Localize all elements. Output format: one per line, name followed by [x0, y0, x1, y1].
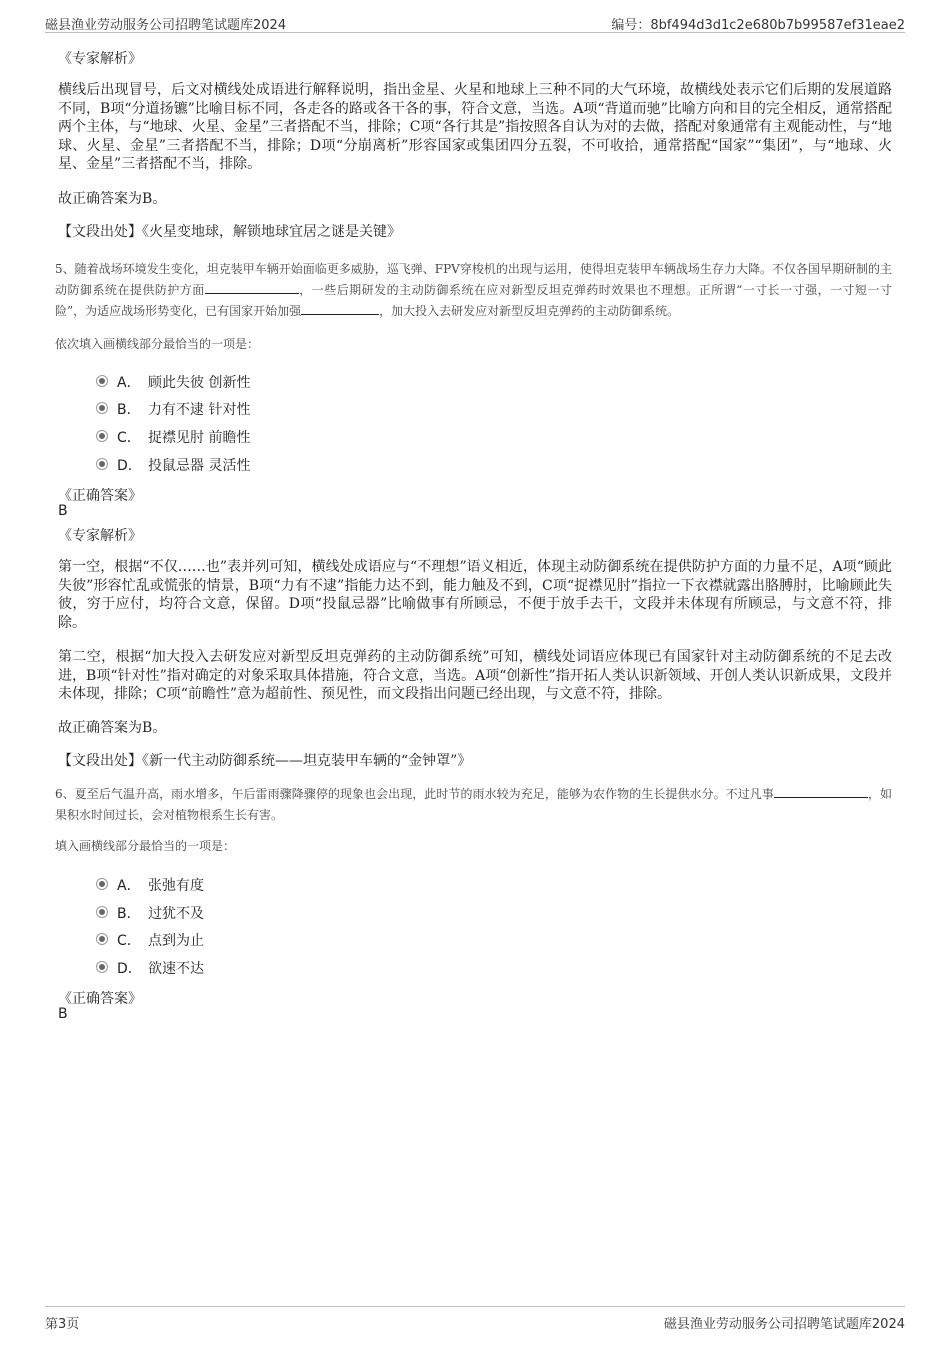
- option-letter: B．: [117, 906, 141, 922]
- q5-analysis-p2: 第二空，根据“加大投入去研发应对新型反坦克弹药的主动防御系统”可知，横线处词语应体现已有国家针对主动防御系统的不足去改进，B项“针对性”指对确定的对象采取具体措施，符合文意，当选。A项“创新性”指开拓人类认识新领域、开创人类认识新成果，文段并未体现，排除；C项“前瞻性”意为超前性、预见性，而文段指出问题已经出现，与文意不符，排除。: [58, 649, 892, 702]
- q5-stem: [55, 259, 892, 322]
- page-number: 第3页: [45, 1317, 80, 1332]
- option-letter: C．: [117, 430, 141, 446]
- option-text: 投鼠忌器 灵活性: [148, 458, 251, 474]
- q6-answer: B: [58, 1006, 68, 1022]
- option-letter: A．: [117, 375, 141, 391]
- q5-stem-part1: 5、随着战场环境发生变化，坦克装甲车辆开始面临更多威胁，巡飞弹、FPV穿梭机的出现与运用，使得坦克装甲车辆战场生存力大降。不仅各国早期研制的主动防御系统在提供防护方面: [55, 262, 892, 297]
- option-text: 欲速不达: [148, 961, 204, 977]
- q5-conclusion: 故正确答案为B。: [58, 720, 167, 736]
- q4-source: 【文段出处】《火星变地球，解锁地球宜居之谜是关键》: [58, 224, 401, 240]
- option-text: 顾此失彼 创新性: [148, 375, 251, 391]
- radio-icon[interactable]: [96, 375, 108, 387]
- q4-conclusion: 故正确答案为B。: [58, 191, 167, 207]
- q6-prompt: 填入画横线部分最恰当的一项是：: [55, 839, 236, 853]
- option-text: 点到为止: [148, 933, 204, 949]
- radio-icon[interactable]: [96, 430, 108, 442]
- q6-answer-title: 《正确答案》: [58, 991, 142, 1007]
- option-text: 捉襟见肘 前瞻性: [148, 430, 251, 446]
- q5-stem-part3: ，加大投入去研发应对新型反坦克弹药的主动防御系统。: [379, 304, 680, 318]
- option-letter: D．: [117, 458, 142, 474]
- option-letter: C．: [117, 933, 141, 949]
- option-text: 力有不逮 针对性: [148, 402, 251, 418]
- q6-stem: [55, 784, 892, 826]
- q4-analysis-title: 《专家解析》: [58, 51, 142, 67]
- radio-icon[interactable]: [96, 402, 108, 414]
- option-text: 张弛有度: [148, 878, 204, 894]
- q4-analysis-text: 横线后出现冒号，后文对横线处成语进行解释说明，指出金星、火星和地球上三种不同的大气环境，故横线处表示它们后期的发展道路不同，B项“分道扬镳”比喻目标不同，各走各的路或各干各的事，符合文意，当选。A项“背道而驰”比喻方向和目的完全相反，通常搭配两个主体，与“地球、火星、金星”三者搭配不当，排除；C项“各行其是”指按照各自认为对的去做，搭配对象通常有主观能动性，与“地球、火星、金星”三者搭配不当，排除；D项“分崩离析”形容国家或集团四分五裂，不可收拾，通常搭配“国家”“集团”，与“地球、火星、金星”三者搭配不当，排除。: [58, 82, 892, 172]
- radio-icon[interactable]: [96, 906, 108, 918]
- q5-answer: B: [58, 503, 68, 519]
- radio-icon[interactable]: [96, 933, 108, 945]
- header-doc-title: 磁县渔业劳动服务公司招聘笔试题库2024: [45, 18, 287, 33]
- option-letter: B．: [117, 402, 141, 418]
- q5-blank-1: [205, 292, 299, 294]
- footer-doc-title: 磁县渔业劳动服务公司招聘笔试题库2024: [663, 1317, 905, 1332]
- q5-analysis-title: 《专家解析》: [58, 528, 142, 544]
- q5-blank-2: [301, 313, 379, 315]
- option-letter: D．: [117, 961, 142, 977]
- q5-prompt: 依次填入画横线部分最恰当的一项是：: [55, 337, 260, 351]
- q5-source: 【文段出处】《新一代主动防御系统——坦克装甲车辆的“金钟罩”》: [58, 753, 472, 769]
- option-letter: A．: [117, 878, 141, 894]
- q5-analysis-p1: 第一空，根据“不仅……也”表并列可知，横线处成语应与“不理想”语义相近，体现主动防御系统在提供防护方面的力量不足，A项“顾此失彼”形容忙乱或慌张的情景，B项“力有不逮”指能力达不到，能力触及不到，C项“捉襟见肘”指拉一下衣襟就露出胳膊肘，比喻顾此失彼，穷于应付，均符合文意，保留。D项“投鼠忌器”比喻做事有所顾忌，不便于放手去干，文段并未体现有所顾忌，与文意不符，排除。: [58, 559, 892, 631]
- radio-icon[interactable]: [96, 458, 108, 470]
- radio-icon[interactable]: [96, 961, 108, 973]
- header-doc-id: 编号：8bf494d3d1c2e680b7b99587ef31eae2: [611, 18, 905, 33]
- q6-blank-1: [774, 796, 868, 798]
- q5-answer-title: 《正确答案》: [58, 488, 142, 504]
- page-footer: [45, 1306, 905, 1331]
- q6-stem-part2: ，如果积水时间过长，会对植物根系生长有害。: [55, 787, 892, 822]
- q5-stem-part2: ，一些后期研发的主动防御系统在应对新型反坦克弹药时效果也不理想。正所谓“一寸长一寸强，一寸短一寸险”，为适应战场形势变化，已有国家开始加强: [55, 283, 892, 318]
- option-text: 过犹不及: [148, 906, 204, 922]
- page-header: [45, 12, 905, 33]
- q6-stem-part1: 6、夏至后气温升高，雨水增多，午后雷雨骤降骤停的现象也会出现，此时节的雨水较为充足，能够为农作物的生长提供水分。不过凡事: [55, 787, 774, 801]
- radio-icon[interactable]: [96, 878, 108, 890]
